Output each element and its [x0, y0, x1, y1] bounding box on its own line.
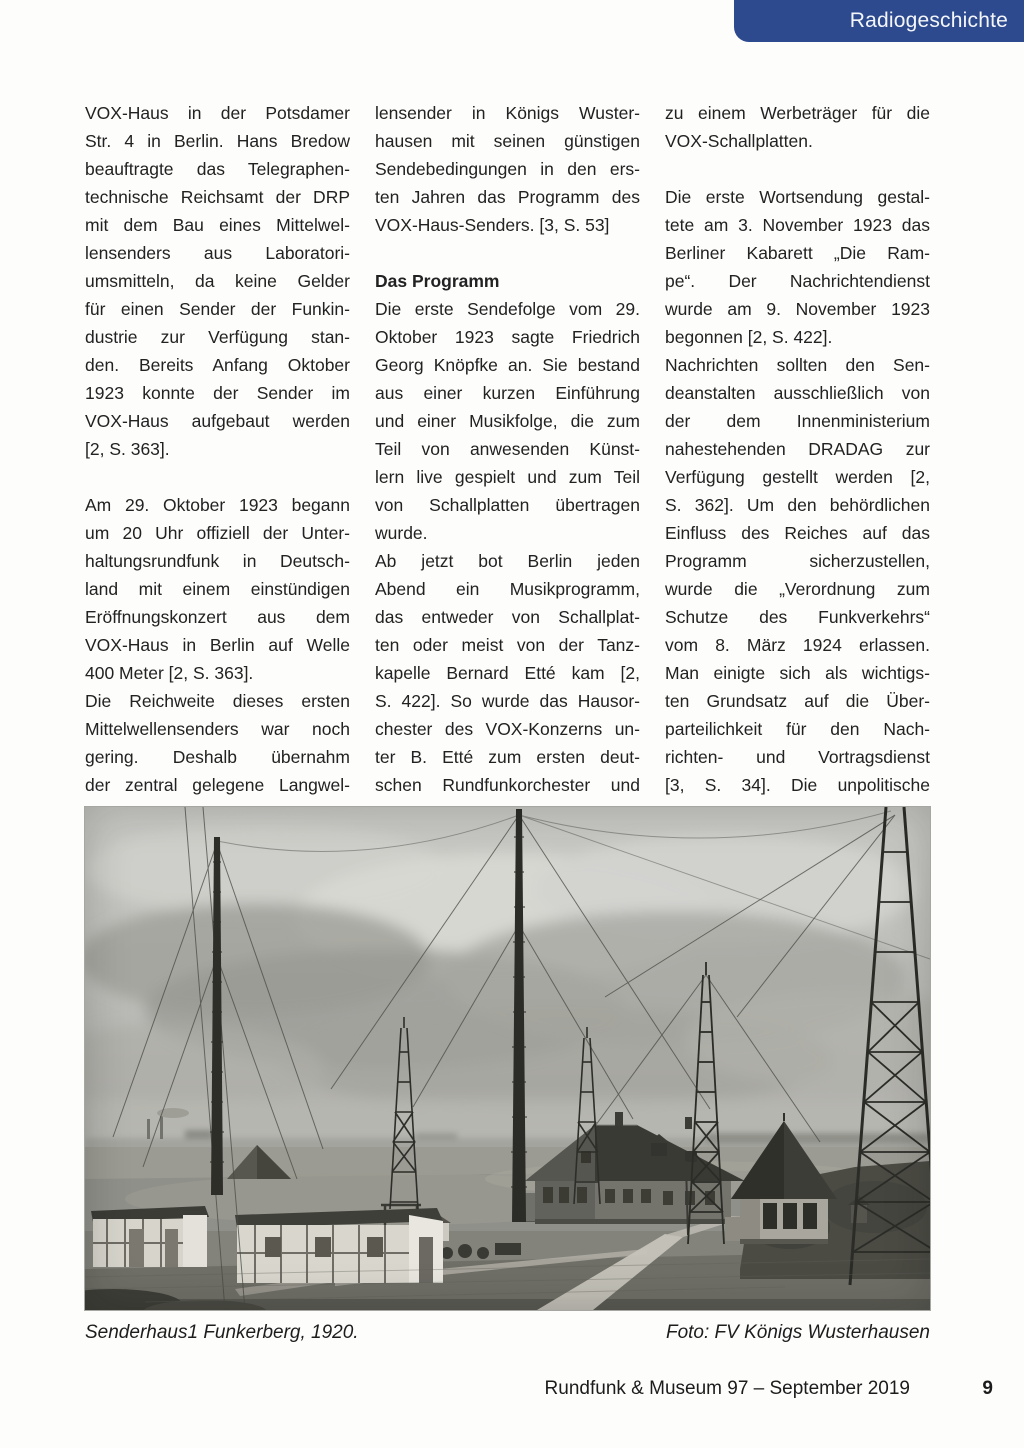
photo	[85, 807, 930, 1310]
text-line: Schutze des Funkverkehrs“	[665, 607, 930, 627]
text-line: Berliner Kabarett „Die Ram-	[665, 243, 930, 263]
text-line: aus einer kurzen Einführung	[375, 383, 640, 403]
text-line: mit dem Bau eines Mittelwel-	[85, 215, 350, 235]
text-line: um 20 Uhr offiziell der Unter-	[85, 523, 350, 543]
photo-caption-right: Foto: FV Königs Wusterhausen	[665, 1322, 930, 1343]
section-heading: Das Programm	[375, 271, 500, 291]
text-line: den. Bereits Anfang Oktober	[85, 355, 350, 375]
photo-caption-left: Senderhaus1 Funkerberg, 1920.	[85, 1322, 359, 1343]
paragraph	[665, 99, 930, 155]
text-column-1	[85, 99, 350, 799]
text-line: Die Reichweite dieses ersten	[85, 691, 350, 711]
text-line: lensender in Königs Wuster-	[375, 103, 640, 123]
text-column-2	[375, 99, 640, 799]
text-line: 1923 konnte der Sender im	[85, 383, 350, 403]
text-line: und einer Musikfolge, die zum	[375, 411, 640, 431]
funkerberg-photo-illustration	[85, 807, 930, 1310]
text-line: tete am 3. November 1923 das	[665, 215, 930, 235]
text-line: haltungsrundfunk in Deutsch-	[85, 551, 350, 571]
text-line: pe“. Der Nachrichtendienst	[665, 271, 930, 291]
text-line: Mittelwellensenders war noch	[85, 719, 350, 739]
photo-captions	[85, 1322, 930, 1344]
text-line: lern live gespielt und zum Teil	[375, 467, 640, 487]
text-line: S. 422]. So wurde das Hausor-	[375, 691, 640, 711]
text-line: Teil von anwesenden Künst-	[375, 439, 640, 459]
paragraph	[375, 547, 640, 799]
text-line: wurde.	[375, 523, 428, 543]
text-line: Die erste Sendefolge vom 29.	[375, 299, 640, 319]
paragraph	[375, 295, 640, 547]
text-line: VOX-Haus aufgebaut werden	[85, 411, 350, 431]
paragraph	[85, 491, 350, 687]
page-number: 9	[982, 1378, 993, 1399]
paragraph-gap	[665, 155, 930, 183]
text-line: chester des VOX-Konzerns un-	[375, 719, 640, 739]
paragraph	[665, 351, 930, 799]
journal-title: Rundfunk & Museum 97 – September 2019	[544, 1378, 910, 1399]
text-line: nahestehenden DRADAG zur	[665, 439, 930, 459]
text-line: wurde am 9. November 1923	[665, 299, 930, 319]
article-body	[85, 99, 930, 799]
text-line: ter B. Etté zum ersten deut-	[375, 747, 640, 767]
text-line: wurde die „Verordnung zum	[665, 579, 930, 599]
text-line: Man einigte sich als wichtigs-	[665, 663, 930, 683]
text-line: das entweder von Schallplat-	[375, 607, 640, 627]
paragraph	[85, 99, 350, 463]
text-line: der zentral gelegene Langwel-	[85, 775, 350, 795]
text-line: VOX-Haus in Berlin auf Welle	[85, 635, 350, 655]
text-line: schen Rundfunkorchester und	[375, 775, 640, 795]
text-line: Oktober 1923 sagte Friedrich	[375, 327, 640, 347]
text-line: für einen Sender der Funkin-	[85, 299, 350, 319]
text-line: gering. Deshalb übernahm	[85, 747, 350, 767]
text-line: ten Jahren das Programm des	[375, 187, 640, 207]
paragraph	[85, 687, 350, 799]
text-line: lensenders aus Laboratori-	[85, 243, 350, 263]
text-line: Einfluss des Reiches auf das	[665, 523, 930, 543]
footer	[0, 1378, 1024, 1404]
text-line: Nachrichten sollten den Sen-	[665, 355, 930, 375]
text-line: technische Reichsamt der DRP	[85, 187, 350, 207]
text-line: [2, S. 363].	[85, 439, 170, 459]
text-line: von Schallplatten übertragen	[375, 495, 640, 515]
text-line: 400 Meter [2, S. 363].	[85, 663, 254, 683]
paragraph-gap	[375, 239, 640, 267]
text-line: Die erste Wortsendung gestal-	[665, 187, 930, 207]
paragraph	[665, 183, 930, 351]
text-line: VOX-Haus in der Potsdamer	[85, 103, 350, 123]
text-line: VOX-Schallplatten.	[665, 131, 813, 151]
text-line: hausen mit seinen günstigen	[375, 131, 640, 151]
text-line: Georg Knöpfke an. Sie bestand	[375, 355, 640, 375]
text-line: parteilichkeit für den Nach-	[665, 719, 930, 739]
text-line: ten Grundsatz auf die Über-	[665, 691, 930, 711]
text-line: [3, S. 34]. Die unpolitische	[665, 775, 930, 795]
text-line: richten- und Vortragsdienst	[665, 747, 930, 767]
text-line: Am 29. Oktober 1923 begann	[85, 495, 350, 515]
text-line: kapelle Bernard Etté kam [2,	[375, 663, 640, 683]
paragraph-gap	[85, 463, 350, 491]
text-line: land mit einem einstündigen	[85, 579, 350, 599]
text-line: Verfügung gestellt werden [2,	[665, 467, 930, 487]
text-line: Programm sicherzustellen,	[665, 551, 930, 571]
text-line: Sendebedingungen in den ers-	[375, 159, 640, 179]
text-line: Ab jetzt bot Berlin jeden	[375, 551, 640, 571]
text-line: VOX-Haus-Senders. [3, S. 53]	[375, 215, 610, 235]
text-line: deanstalten ausschließlich von	[665, 383, 930, 403]
text-line: Abend ein Musikprogramm,	[375, 579, 640, 599]
text-column-3	[665, 99, 930, 799]
text-line: vom 8. März 1924 erlassen.	[665, 635, 930, 655]
text-line: dustrie zur Verfügung stan-	[85, 327, 350, 347]
text-line: Str. 4 in Berlin. Hans Bredow	[85, 131, 350, 151]
text-line: zu einem Werbeträger für die	[665, 103, 930, 123]
text-line: der dem Innenministerium	[665, 411, 930, 431]
text-line: ten oder meist von der Tanz-	[375, 635, 640, 655]
text-line: Eröffnungskonzert aus dem	[85, 607, 350, 627]
text-line: S. 362]. Um den behördlichen	[665, 495, 930, 515]
text-line: umsmitteln, da keine Gelder	[85, 271, 350, 291]
text-line: begonnen [2, S. 422].	[665, 327, 833, 347]
paragraph	[375, 99, 640, 239]
text-line: beauftragte das Telegraphen-	[85, 159, 350, 179]
section-tab: Radiogeschichte	[734, 0, 1024, 42]
